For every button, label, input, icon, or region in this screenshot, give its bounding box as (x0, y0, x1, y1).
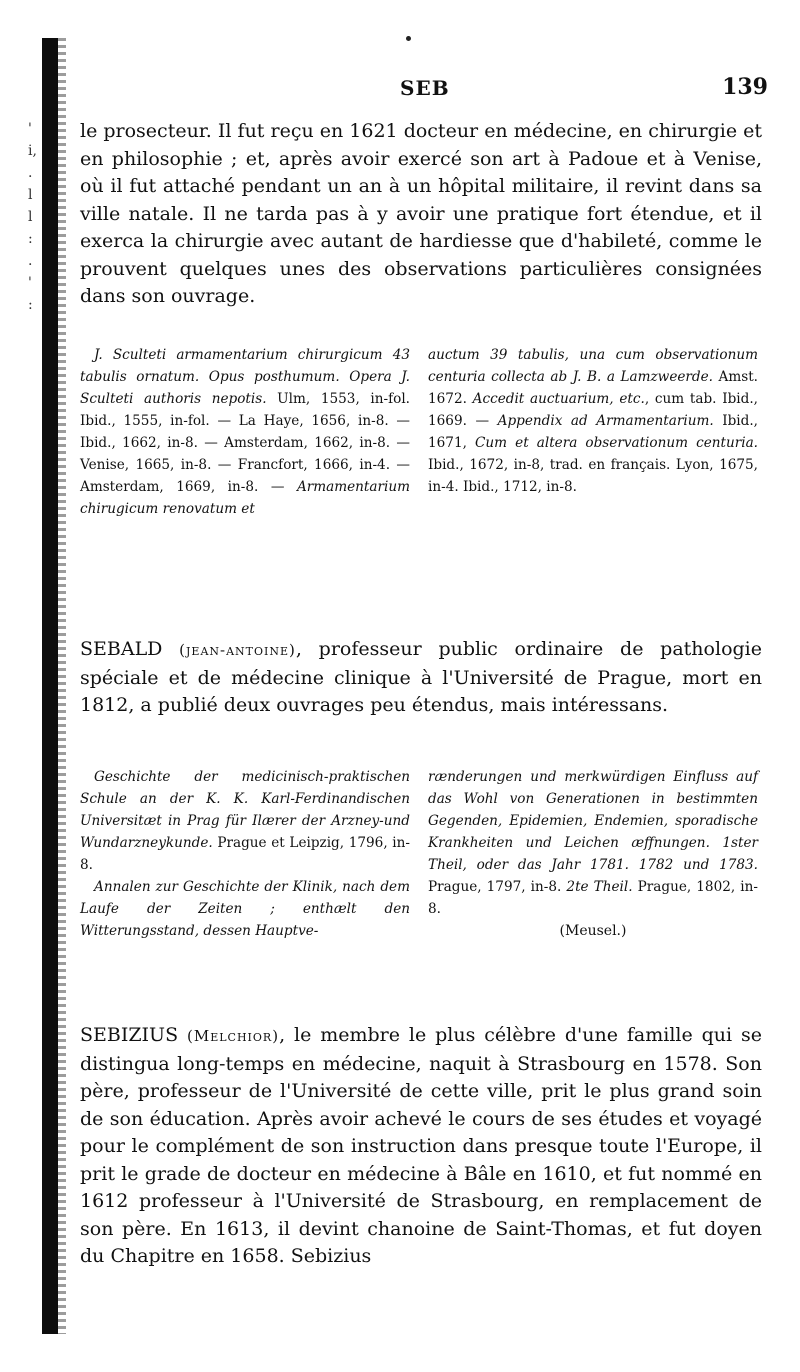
entry-sebald (80, 636, 762, 720)
bibliography-column-left (80, 766, 410, 942)
entry-firstname: (Melchior) (187, 1027, 280, 1045)
entry-name: SEBALD (80, 638, 163, 660)
bibliography-column-right (428, 344, 758, 498)
bibliography-entry: Geschichte der medicinisch-praktischen Schule an der K. K. Karl-Ferdinandischen Universitæt in Prag für Ilærer der Arzney-und Wundarzneykunde. Prague et Leipzig, 1796, in-8. (80, 769, 410, 873)
page-header (80, 74, 770, 110)
entry-text: , le membre le plus célèbre d'une famille qui se distingua long-temps en médecine, naquit à Strasbourg en 1578. Son père, professeur de l'Université de cette ville, prit le plus grand soin de son éducation. Après avoir achevé le cours de ses études et voyagé pour le complément de son instruction dans presque toute l'Europe, il prit le grade de docteur en médecine à Bâle en 1610, et fut nommé en 1612 professeur à l'Université de Strasbourg, en remplacement de son père. En 1613, il devint chanoine de Saint-Thomas, et fut doyen du Chapitre en 1658. Sebizius (80, 1024, 762, 1267)
bibliography-entry: rænderungen und merkwürdigen Einfluss auf das Wohl von Generationen in bestimmten Gegenden, Epidemien, Endemien, sporadische Krankheiten und Leichen æffnungen. 1ster Theil, oder das Jahr 1781. 1782 und 1783. Prague, 1797, in-8. 2te Theil. Prague, 1802, in-8. (428, 769, 758, 917)
ink-dot (406, 36, 411, 41)
gutter-marks: ' i, . l l : . ' : (28, 121, 37, 313)
bibliography-entry: Annalen zur Geschichte der Klinik, nach dem Laufe der Zeiten ; enthælt den Witterungsstand, dessen Hauptve- (80, 879, 410, 939)
paragraph-prosecteur: le prosecteur. Il fut reçu en 1621 docteur en médecine, en chirurgie et en philosophie ; et, après avoir exercé son art à Padoue et à Venise, où il fut attaché pendant un an à un hôpital militaire, il revint dans sa ville natale. Il ne tarda pas à y avoir une pratique fort étendue, et il exerca la chirurgie avec autant de hardiesse que d'habileté, comme le prouvent quelques unes des observations particulières consignées dans son ouvrage. (80, 120, 762, 307)
bibliography-column-left (80, 344, 410, 520)
bibliography-sebald (80, 766, 764, 1006)
gutter-shadow (58, 38, 66, 1334)
entry-sebizius (80, 1022, 762, 1271)
bibliography-entry: J. Sculteti armamentarium chirurgicum 43 tabulis ornatum. Opus posthumum. Opera J. Sculteti authoris nepotis. Ulm, 1553, in-fol. Ibid., 1555, in-fol. — La Haye, 1656, in-8. — Ibid., 1662, in-8. — Amsterdam, 1662, in-8. — Venise, 1665, in-8. — Francfort, 1666, in-4. — Amsterdam, 1669, in-8. — Armamentarium chirugicum renovatum et (80, 347, 410, 517)
entry-name: SEBIZIUS (80, 1024, 179, 1046)
bibliography-scultetus (80, 344, 764, 612)
attribution: (Meusel.) (559, 923, 627, 939)
running-head: SEB (400, 76, 450, 100)
bibliography-column-right (428, 766, 758, 942)
page-number: 139 (722, 74, 768, 100)
bibliography-entry: auctum 39 tabulis, una cum observationum centuria collecta ab J. B. a Lamzweerde. Amst. 1672. Accedit auctuarium, etc., cum tab. Ibid., 1669. — Appendix ad Armamentarium. Ibid., 1671, Cum et altera observationum centuria. Ibid., 1672, in-8, trad. en français. Lyon, 1675, in-4. Ibid., 1712, in-8. (428, 347, 758, 495)
entry-text: , professeur public ordinaire de pathologie spéciale et de médecine clinique à l'Université de Prague, mort en 1812, a publié deux ouvrages peu étendus, mais intéressans. (80, 638, 762, 716)
entry-firstname: (jean-antoine) (179, 641, 296, 659)
